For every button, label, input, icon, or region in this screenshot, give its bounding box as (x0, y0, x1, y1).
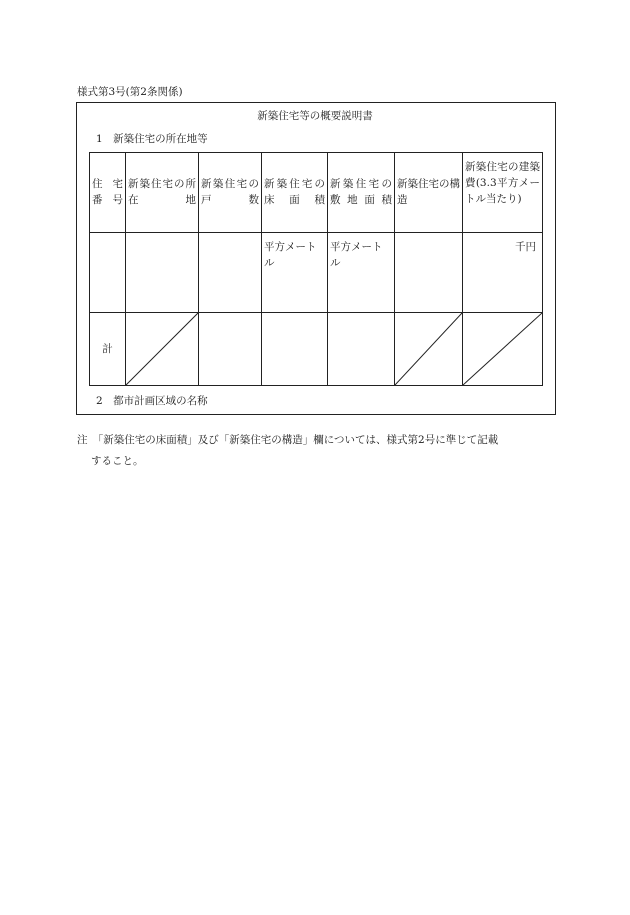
cell-location[interactable] (126, 233, 199, 313)
unit-floor-area: 平方メートル (264, 241, 317, 269)
cell-structure[interactable] (395, 233, 463, 313)
section-heading-city-planning: 2 都市計画区域の名称 (96, 395, 208, 407)
header-structure: 新築住宅の構造 (395, 153, 463, 233)
header-house-number: 住宅番号 (90, 153, 126, 233)
cell-total-cost-na (463, 313, 543, 386)
unit-site-area: 平方メートル (330, 241, 383, 269)
diagonal-strike (463, 313, 542, 385)
cell-site-area[interactable] (328, 233, 395, 313)
cell-construction-cost[interactable] (463, 233, 543, 313)
section-heading-location: 1 新築住宅の所在地等 (96, 133, 208, 145)
document-title: 新築住宅等の概要説明書 (257, 110, 373, 122)
cell-floor-area[interactable] (262, 233, 328, 313)
cell-unit-count[interactable] (199, 233, 262, 313)
header-floor-area: 新築住宅の床面積 (262, 153, 328, 233)
note-text: 注 「新築住宅の床面積」及び「新築住宅の構造」欄については、様式第2号に準じて記載 (77, 434, 499, 446)
header-site-area: 新築住宅の敷地面積 (328, 153, 395, 233)
unit-construction-cost: 千円 (515, 241, 536, 253)
note-text-continued: すること。 (91, 455, 144, 467)
cell-total-location-na (126, 313, 199, 386)
cell-total-units[interactable] (199, 313, 262, 386)
diagonal-strike (395, 313, 462, 385)
table-header-row (90, 153, 543, 233)
housing-overview-table (89, 152, 543, 386)
header-construction-cost: 新築住宅の建築費(3.3平方メートル当たり) (463, 153, 543, 233)
header-unit-count: 新築住宅の戸数 (199, 153, 262, 233)
header-location: 新築住宅の所在地 (126, 153, 199, 233)
table-data-row (90, 233, 543, 313)
diagonal-strike (126, 313, 198, 385)
cell-total-label: 計 (90, 313, 126, 386)
cell-total-floor-area[interactable] (262, 313, 328, 386)
cell-house-number[interactable] (90, 233, 126, 313)
table-total-row (90, 313, 543, 386)
cell-total-structure-na (395, 313, 463, 386)
form-number-label: 様式第3号(第2条関係) (77, 86, 183, 98)
cell-total-site-area[interactable] (328, 313, 395, 386)
